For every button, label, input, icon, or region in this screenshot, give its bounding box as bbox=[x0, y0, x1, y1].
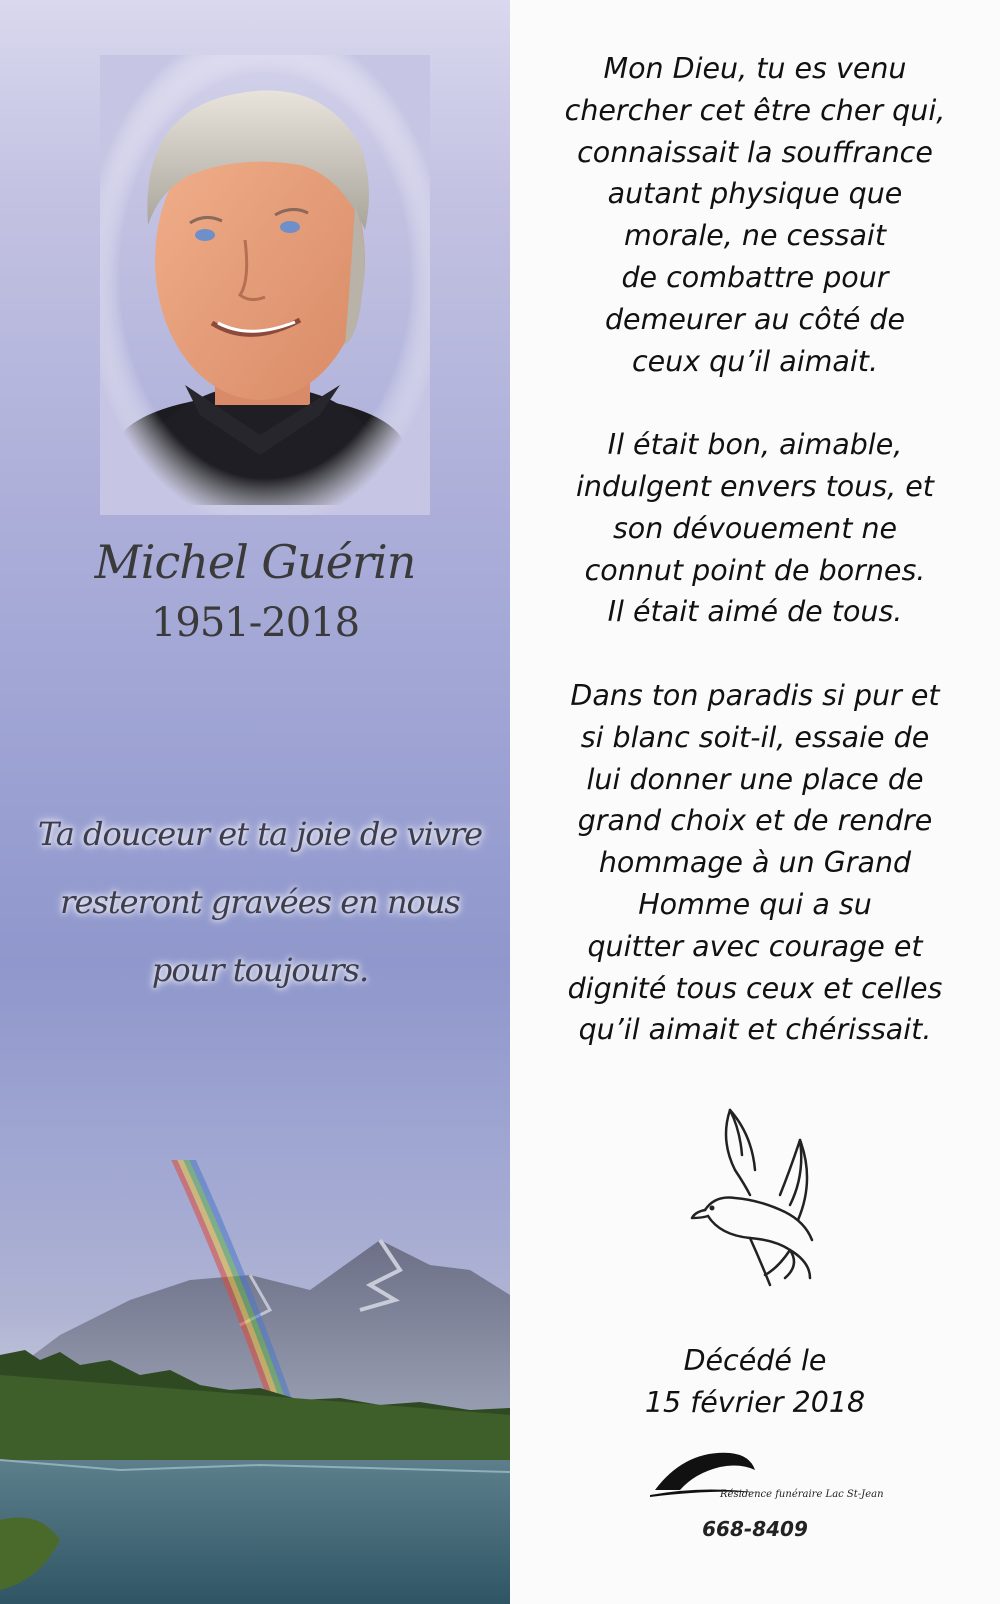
poem bbox=[510, 48, 1000, 1093]
poem-line: demeurer au côté de bbox=[604, 302, 906, 336]
poem-line: grand choix et de rendre bbox=[577, 804, 933, 838]
quote-line: resteront gravées en nous bbox=[60, 883, 460, 921]
poem-line: Il était aimé de tous. bbox=[607, 595, 903, 629]
poem-line: qu’il aimait et chérissait. bbox=[578, 1013, 932, 1047]
portrait-photo bbox=[100, 55, 430, 515]
poem-line: dignité tous ceux et celles bbox=[567, 971, 943, 1005]
poem-line: si blanc soit-il, essaie de bbox=[580, 720, 930, 754]
poem-line: morale, ne cessait bbox=[623, 219, 887, 253]
phone-number: 668-8409 bbox=[702, 1517, 808, 1541]
poem-line: Mon Dieu, tu es venu bbox=[603, 52, 907, 85]
death-date: 15 février 2018 bbox=[644, 1386, 866, 1419]
quote-line: Ta douceur et ta joie de vivre bbox=[37, 815, 483, 853]
poem-line: autant physique que bbox=[607, 177, 903, 211]
poem-line: connut point de bornes. bbox=[584, 553, 926, 587]
dove-icon bbox=[690, 1100, 830, 1290]
poem-stanza bbox=[510, 675, 1000, 1051]
right-panel bbox=[510, 0, 1000, 1604]
rainbow-mountain-lake-icon bbox=[0, 1160, 510, 1604]
quote-line: pour toujours. bbox=[151, 951, 369, 989]
poem-line: hommage à un Grand bbox=[598, 846, 912, 880]
poem-line: indulgent envers tous, et bbox=[576, 469, 934, 503]
poem-stanza bbox=[510, 48, 1000, 382]
poem-line: Il était bon, aimable, bbox=[607, 428, 903, 462]
poem-line: Homme qui a su bbox=[638, 887, 872, 921]
poem-line: Dans ton paradis si pur et bbox=[570, 678, 940, 712]
poem-line: de combattre pour bbox=[621, 260, 889, 294]
poem-line: lui donner une place de bbox=[586, 762, 924, 796]
poem-line: quitter avec courage et bbox=[587, 929, 923, 963]
death-notice bbox=[510, 1340, 1000, 1424]
poem-stanza bbox=[510, 424, 1000, 633]
poem-line: son dévouement ne bbox=[612, 511, 898, 545]
funeral-home-name: Résidence funéraire Lac St-Jean bbox=[720, 1489, 884, 1500]
poem-line: connaissait la souffrance bbox=[577, 135, 933, 169]
memorial-quote bbox=[20, 800, 500, 1004]
deceased-name: Michel Guérin bbox=[94, 535, 416, 589]
poem-line: ceux qu’il aimait. bbox=[631, 344, 879, 378]
death-label: Décédé le bbox=[683, 1344, 827, 1377]
life-years: 1951-2018 bbox=[150, 600, 360, 646]
poem-line: chercher cet être cher qui, bbox=[564, 93, 946, 127]
